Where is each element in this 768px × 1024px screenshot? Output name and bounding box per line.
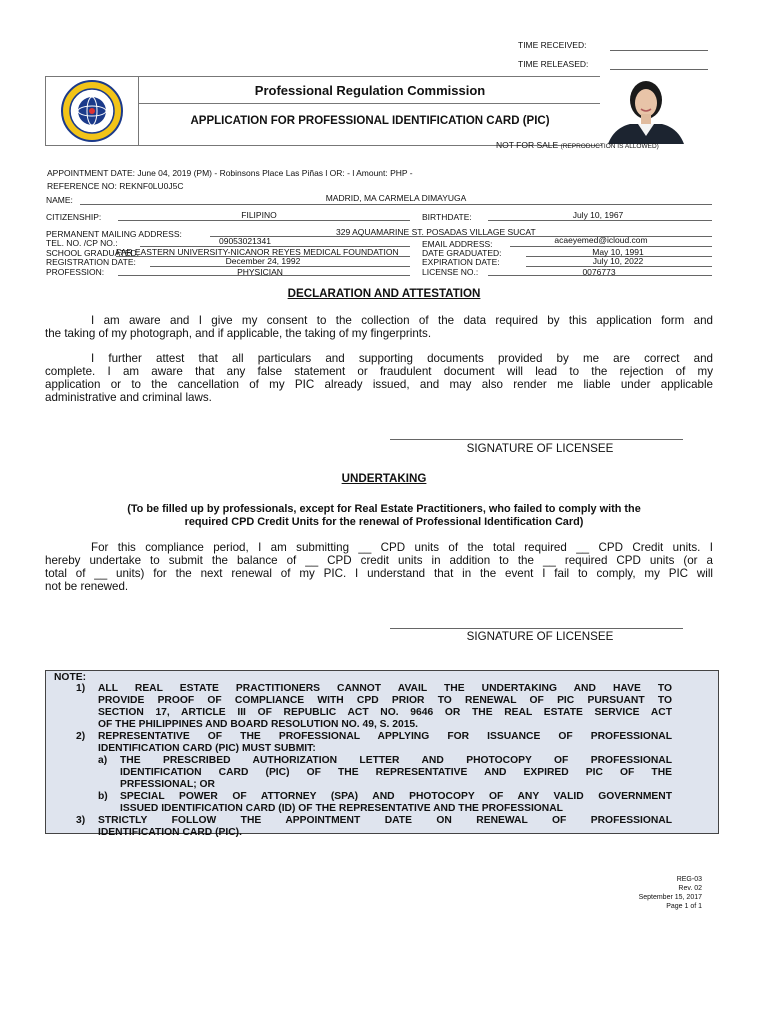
note-number: 2) (76, 731, 86, 742)
time-released-label: TIME RELEASED: (518, 59, 589, 69)
name-field-line (80, 204, 712, 205)
time-received-label: TIME RECEIVED: (518, 40, 587, 50)
footer-page: Page 1 of 1 (666, 903, 702, 910)
undertaking-line: hereby undertake to submit the balance of __ CPD credit units in addition to the __ required CPD units (or a (45, 554, 713, 567)
name-label: NAME: (46, 195, 73, 205)
declaration-title-text: DECLARATION AND ATTESTATION (287, 287, 481, 300)
birthdate-label: BIRTHDATE: (422, 212, 472, 222)
license-value: 0076773 (582, 267, 616, 277)
tel-label: TEL. NO. /CP NO.: (46, 238, 118, 248)
decl-p2-line: administrative and criminal laws. (45, 391, 212, 404)
declaration-title (0, 287, 768, 300)
not-for-sale-text: NOT FOR SALE (496, 140, 559, 150)
undertaking-line: total of __ units) for the next renewal of my PIC. I understand that in the event I fail to comply, my PIC will (45, 567, 713, 580)
note-line: IDENTIFICATION CARD (PIC) OF THE REPRESENTATIVE AND EXPIRED PIC OF THE (120, 767, 672, 778)
appointment-line: APPOINTMENT DATE: June 04, 2019 (PM) - Robinsons Place Las Piñas l OR: - l Amount: PHP - (47, 168, 413, 178)
note-label: NOTE: (54, 672, 87, 683)
applicant-photo-icon (600, 76, 692, 144)
decl-p1-line: I am aware and I give my consent to the collection of the data required by this application form and (91, 314, 713, 327)
email-value: acaeyemed@icloud.com (554, 235, 648, 245)
license-label: LICENSE NO.: (422, 267, 479, 277)
citizenship-label: CITIZENSHIP: (46, 212, 102, 222)
reference-line: REFERENCE NO: REKNF0LU0J5C (47, 181, 184, 191)
date-graduated-label: DATE GRADUATED: (422, 248, 502, 258)
note-line: SPECIAL POWER OF ATTORNEY (SPA) AND PHOTOCOPY OF ANY VALID GOVERNMENT (120, 791, 672, 802)
undertaking-title-text: UNDERTAKING (341, 472, 427, 485)
note-line: SECTION 17, ARTICLE III OF REPUBLIC ACT NO. 9646 OR THE REAL ESTATE SERVICE ACT (98, 707, 672, 718)
registration-value: December 24, 1992 (225, 256, 301, 266)
note-line: THE PRESCRIBED AUTHORIZATION LETTER AND PHOTOCOPY OF PROFESSIONAL (120, 755, 672, 766)
prc-seal-icon (46, 77, 138, 145)
note-line: PROVIDE PROOF OF COMPLIANCE WITH CPD PRIOR TO RENEWAL OF PIC PURSUANT TO (98, 695, 672, 706)
tel-value: 09053021341 (218, 236, 271, 246)
birthdate-line (488, 220, 712, 221)
school-label: SCHOOL GRADUATED: (46, 248, 140, 258)
declaration-paragraph-1 (45, 314, 713, 340)
note-line: ISSUED IDENTIFICATION CARD (ID) OF THE REPRESENTATIVE AND THE PROFESSIONAL (120, 803, 563, 814)
footer-rev: Rev. 02 (678, 885, 702, 892)
decl-p2-line: application or to the cancellation of my PIC already issued, and may also render me liable under applicable (45, 378, 713, 391)
note-line: PRFESSIONAL; OR (120, 779, 215, 790)
footer-date: September 15, 2017 (638, 894, 702, 901)
undertaking-subtitle (40, 503, 728, 529)
undertaking-signature-line[interactable] (390, 628, 683, 629)
undertaking-subtitle-line: required CPD Credit Units for the renewal of Professional Identification Card) (184, 516, 584, 528)
applicant-photo (600, 76, 692, 144)
declaration-signature-label: SIGNATURE OF LICENSEE (466, 442, 614, 455)
note-sub-letter: a) (98, 755, 108, 766)
form-header (45, 76, 602, 146)
org-row (139, 77, 601, 104)
note-line: IDENTIFICATION CARD (PIC) MUST SUBMIT: (98, 743, 316, 754)
expiration-label: EXPIRATION DATE: (422, 257, 500, 267)
school-value: FAR EASTERN UNIVERSITY-NICANOR REYES MEDICAL FOUNDATION (116, 247, 399, 257)
undertaking-line: not be renewed. (45, 580, 129, 593)
undertaking-paragraph (45, 541, 713, 593)
declaration-signature-line[interactable] (390, 439, 683, 440)
profession-label: PROFESSION: (46, 267, 105, 277)
note-number: 1) (76, 683, 86, 694)
note-line: IDENTIFICATION CARD (PIC). (98, 827, 242, 838)
footer-form-code: REG-03 (676, 876, 702, 883)
seal-cell (46, 77, 139, 145)
undertaking-signature-label: SIGNATURE OF LICENSEE (466, 630, 614, 643)
expiration-value: July 10, 2022 (592, 256, 644, 266)
note-sub-letter: b) (98, 791, 108, 802)
note-line: OF THE PHILIPPINES AND BOARD RESOLUTION NO. 49, S. 2015. (98, 719, 419, 730)
form-title: APPLICATION FOR PROFESSIONAL IDENTIFICATION CARD (PIC) (190, 115, 550, 127)
profession-value: PHYSICIAN (237, 267, 283, 277)
undertaking-subtitle-line: (To be filled up by professionals, except for Real Estate Practitioners, who failed to comply with the (127, 503, 641, 515)
citizenship-value: FILIPINO (241, 210, 277, 220)
footer-block (639, 875, 702, 911)
note-number: 3) (76, 815, 86, 826)
citizenship-line (118, 220, 410, 221)
note-line: REPRESENTATIVE OF THE PROFESSIONAL APPLYING FOR ISSUANCE OF PROFESSIONAL (98, 731, 672, 742)
decl-p2-line: complete. I am aware that any false statement or fraudulent document will lead to the rejection of my (45, 365, 713, 378)
birthdate-value: July 10, 1967 (572, 210, 624, 220)
name-value: MADRID, MA CARMELA DIMAYUGA (325, 193, 467, 203)
decl-p2-line: I further attest that all particulars and supporting documents provided by me are correct and (91, 352, 713, 365)
email-label: EMAIL ADDRESS: (422, 239, 493, 249)
undertaking-title (0, 472, 768, 485)
mailing-value: 329 AQUAMARINE ST. POSADAS VILLAGE SUCAT (336, 227, 536, 237)
note-box (45, 670, 719, 838)
reproduction-note: (REPRODUCTION IS ALLOWED) (560, 143, 659, 150)
not-for-sale (496, 140, 659, 150)
decl-p1-line: the taking of my photograph, and if applicable, the taking of my fingerprints. (45, 327, 432, 340)
time-released-field[interactable] (610, 69, 708, 70)
org-name: Professional Regulation Commission (254, 83, 486, 98)
undertaking-line: For this compliance period, I am submitting __ CPD units of the total required __ CPD Credit units. I (91, 541, 713, 554)
registration-label: REGISTRATION DATE: (46, 257, 136, 267)
mailing-label: PERMANENT MAILING ADDRESS: (46, 229, 182, 239)
note-line: STRICTLY FOLLOW THE APPOINTMENT DATE ON RENEWAL OF PROFESSIONAL (98, 815, 672, 826)
note-line: ALL REAL ESTATE PRACTITIONERS CANNOT AVAIL THE UNDERTAKING AND HAVE TO (98, 683, 672, 694)
time-received-field[interactable] (610, 50, 708, 51)
date-graduated-value: May 10, 1991 (592, 247, 644, 257)
declaration-paragraph-2 (45, 352, 713, 404)
